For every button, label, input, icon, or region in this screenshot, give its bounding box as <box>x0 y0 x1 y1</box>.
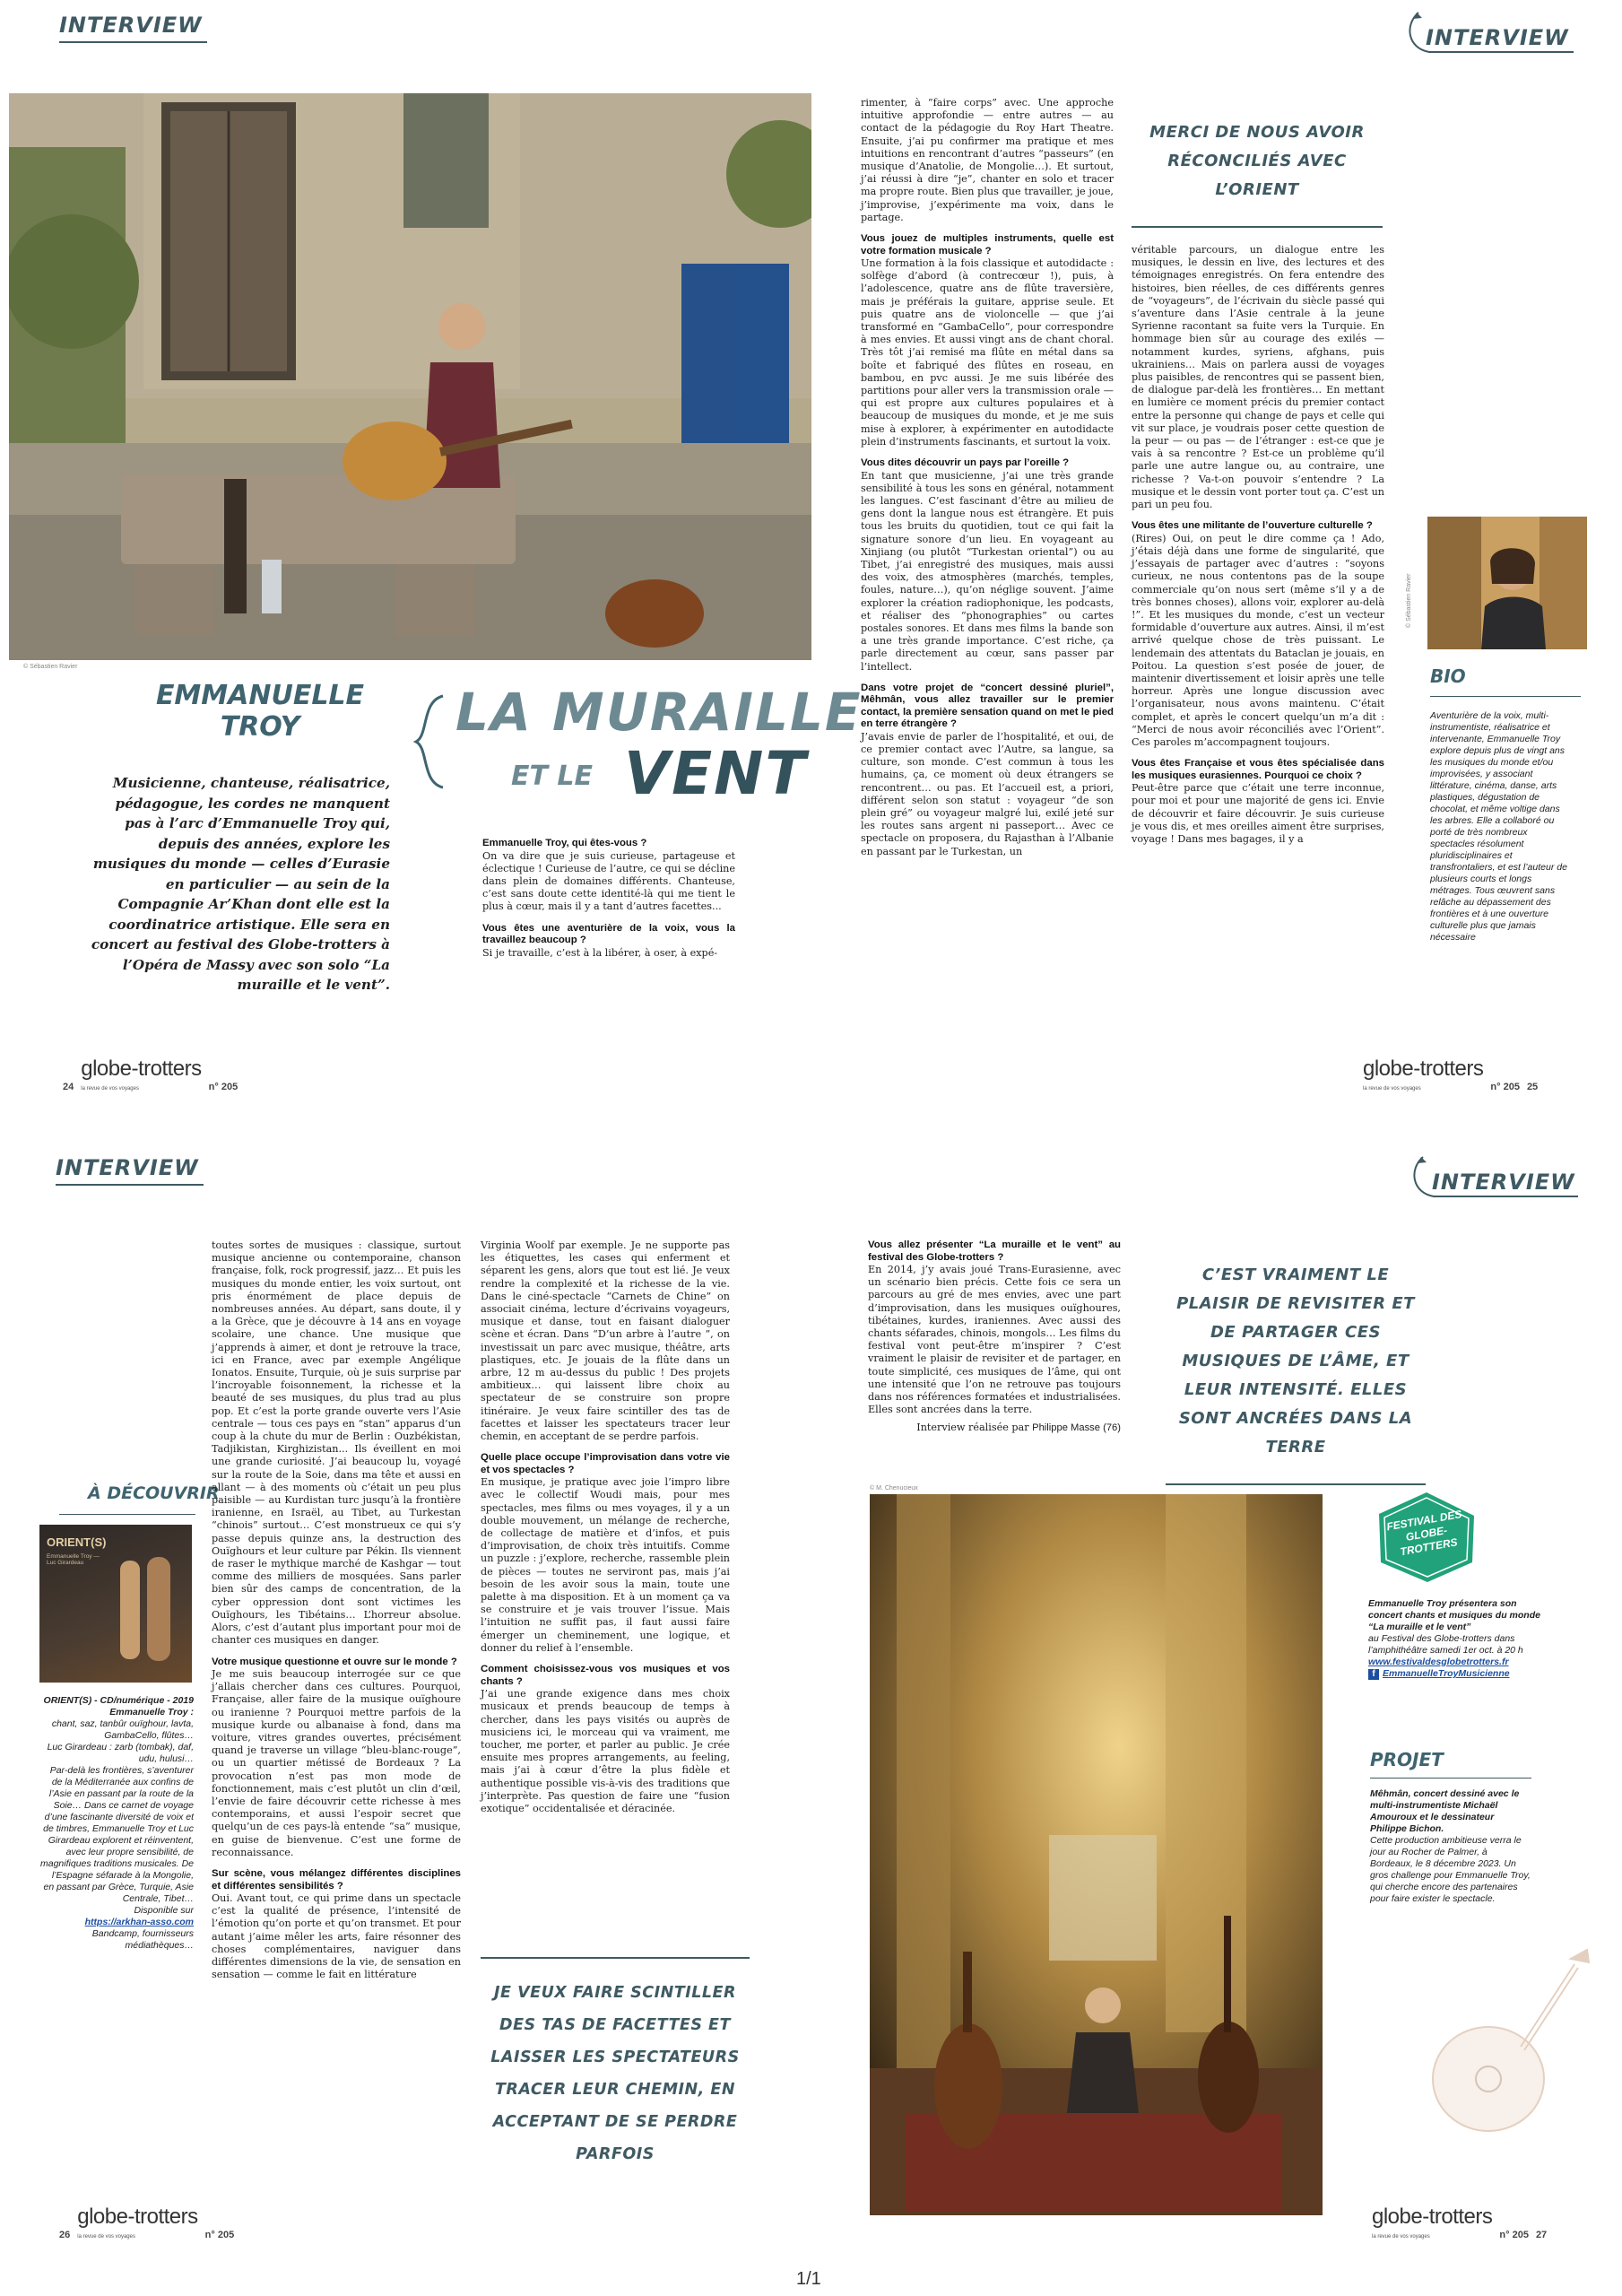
question: Vous êtes une aventurière de la voix, vous la travaillez beaucoup ? <box>482 922 735 946</box>
p27-text-column <box>868 1239 1121 1440</box>
hero-photo-scene <box>9 93 811 660</box>
headline-brace-icon <box>412 692 448 791</box>
facebook-icon: f <box>1368 1669 1379 1680</box>
issue-number: n° 205 <box>204 2230 235 2240</box>
festival-badge-text: FESTIVAL DES GLOBE-TROTTERS <box>1385 1507 1463 1559</box>
page-number: 26 <box>59 2230 71 2240</box>
question: Vous êtes une militante de l’ouverture culturelle ? <box>1132 520 1373 532</box>
headline-line-3: VENT <box>624 739 808 808</box>
question: Sur scène, vous mélangez différentes disciplines et différentes sensibilités ? <box>212 1868 461 1892</box>
pull-quote-orient: MERCI DE NOUS AVOIR RÉCONCILIÉS AVEC L’ORIENT <box>1132 118 1383 228</box>
bio-text: Aventurière de la voix, multi-instrumentiste, réalisatrice et intervenante, Emmanuelle Troy explore depuis plus de vingt ans les musiques du monde et/ou improvisées, y associant littérature, cinéma, danse, arts plastiques, dégustation de chocolat, et même voltige dans les arbres. Elle a collaboré ou porté de très nombreux spectacles résolument pluridisciplinaires et transfrontaliers, et est l’auteur de plusieurs courts et longs métrages. Tous œuvrent sans relâche au dépassement des frontières et à une ouverture culturelle plus que jamais nécessaire <box>1430 710 1567 943</box>
hero-photo <box>9 93 811 660</box>
answer: Oui. Avant tout, ce qui prime dans un spectacle c’est la qualité de présence, l’intensité de l’émotion qu’on porte et qu’on transmet. Et pour autant j’aime mêler les arts, faire résonner des choses complémentaires, naviguer dans différentes dimensions de la vie, de sensation en sensation — comme le fait en littérature <box>212 1892 461 1981</box>
bio-photo-credit: © Sébastien Ravier <box>1406 573 1412 628</box>
brand-tagline: la revue de vos voyages <box>1372 2234 1430 2239</box>
brand-logo: globe-trotters <box>1372 2205 1493 2229</box>
photo-credit: © Sébastien Ravier <box>23 664 78 670</box>
folio-right <box>1363 1057 1538 1092</box>
issue-number: n° 205 <box>208 1082 239 1092</box>
question: Comment choisissez-vous vos musiques et vos chants ? <box>481 1664 730 1687</box>
p25-text-column-2 <box>1132 244 1384 851</box>
projet-title: PROJET <box>1370 1749 1444 1770</box>
interview-tag-right <box>1403 1152 1583 1205</box>
brand-tagline: la revue de vos voyages <box>1363 1086 1421 1091</box>
festival-link[interactable]: www.festivaldesglobetrotters.fr <box>1368 1657 1509 1667</box>
folio-right <box>1372 2205 1547 2240</box>
page-number: 24 <box>63 1082 74 1092</box>
answer: En musique, je pratique avec joie l’impro libre avec le collectif Woudi mais, pour mes spectacles, mes films ou mes voyages, il y a un double mouvement, un mélange de recherche, de collectage de matière et d’infos, et puis d’improvisation, de choix très intuitifs. Comme un puzzle : j’explore, recherche, rassemble plein de pièces — toutes ne serviront pas, mais j’ai besoin de les avoir sous la main, toute une palette à ma disposition. Et à un moment ça va se construire et je vais trouver l’issue. Mais l’intuition ne suffit pas, il faut aussi faire émerger un cheminement, une logique, et donner du relief à l’ensemble. <box>481 1476 730 1654</box>
interview-tag-label: INTERVIEW <box>1426 25 1569 50</box>
answer: En 2014, j’y avais joué Trans-Eurasienne, avec un scénario bien précis. Cette fois ce sera un parcours au gré de mes envies, avec une part d’improvisation, dans les musiques ouïghoures, tibétaines, kurdes, iraniennes. Avec aussi des chants séfarades, chinois, mongols… Les films du festival vont peut-être m’inspirer ? C’est vraiment le plaisir de revisiter et de partager, en toute simplicité, ces musiques de l’âme, qui ont une intensité que l’on ne retrouve pas toujours dans nos références formatées et industrialisées. Elles sont ancrées dans la terre. <box>868 1264 1121 1416</box>
issue-number: n° 205 <box>1490 1082 1520 1092</box>
question: Emmanuelle Troy, qui êtes-vous ? <box>482 838 647 848</box>
top-spread <box>0 0 1622 1096</box>
festival-badge <box>1374 1491 1479 1584</box>
answer: On va dire que je suis curieuse, partageuse et éclectique ! Curieuse de l’autre, ce qui se décline dans plein de domaines différents. Chanteuse, c’est sans doute cette identité-là qui me tient le plus à cœur, mais il y a tant d’autres facettes... <box>482 849 735 913</box>
p24-text-column <box>482 838 735 965</box>
pull-quote-facettes: JE VEUX FAIRE SCINTILLER DES TAS DE FACETTES ET LAISSER LES SPECTATEURS TRACER LEUR CHEMIN, EN ACCEPTANT DE SE PERDRE PARFOIS <box>481 1957 750 2170</box>
page-indicator: 1/1 <box>796 2269 821 2289</box>
pull-quote-terre: C’EST VRAIMENT LE PLAISIR DE REVISITER ET DE PARTAGER CES MUSIQUES DE L’ÂME, ET LEUR INTENSITÉ. ELLES SONT ANCRÉES DANS LA TERRE <box>1166 1261 1426 1485</box>
page-number: 27 <box>1535 2230 1548 2240</box>
concert-photo <box>870 1494 1323 2215</box>
answer: Je me suis beaucoup interrogée sur ce que j’allais chercher dans ces cultures. Pourquoi, Française, aller faire de la musique ouïghoure ou iranienne ? Pourquoi mettre parfois de la musique kurde ou albanaise à fond, dans ma voiture, vitres grandes ouvertes, précisément quand je traverse un village “bleu-blanc-rouge”, ou un quartier métissé de Bordeaux ? La provocation n’est pas mon mode de fonctionnement, mais c’est plutôt un clin d’œil, l’envie de faire découvrir cette richesse à mes contemporains, et aussi l’espoir secret que quelqu’un de ces pays-là entende “sa” musique, en guise de bienvenue. C’est une forme de reconnaissance. <box>212 1668 461 1858</box>
cd-cover-subtitle: Emmanuelle Troy — Luc Girardeau <box>47 1553 100 1566</box>
photo-credit: © M. Chenucieux <box>870 1485 918 1492</box>
answer: rimenter, à “faire corps” avec. Une approche intuitive approfondie — entre autres — au contact de la pédagogie du Roy Hart Theatre. Ensuite, j’ai pu confirmer ma pratique et mes intuitions en rencontrant d’autres “passeurs” (en musique d’Anatolie, de Mongolie…). Et surtout, j’ai réussi à dire “je”, chanter en solo et tracer ma propre route. Bien plus que travailler, je joue, j’improvise, j’expérimente ma voix, dans le partage. <box>861 97 1114 223</box>
interview-tag-left <box>59 13 210 48</box>
interview-tag-right <box>1399 7 1578 61</box>
brand-tagline: la revue de vos voyages <box>77 2234 135 2239</box>
headline-line-1: LA MURAILLE <box>455 682 863 743</box>
brand-tagline: la revue de vos voyages <box>81 1086 139 1091</box>
headline-line-2: ET LE <box>511 761 594 792</box>
question: Dans votre projet de “concert dessiné pluriel”, Mêhmân, vous allez travailler sur le premier contact, la première sensation quand on met le pied en terre étrangère ? <box>861 682 1114 730</box>
question: Vous êtes Française et vous êtes spécialisée dans les musiques eurasiennes. Pourquoi ce choix ? <box>1132 758 1384 781</box>
question: Vous jouez de multiples instruments, quelle est votre formation musicale ? <box>861 233 1114 257</box>
question: Votre musique questionne et ouvre sur le monde ? <box>212 1656 457 1667</box>
discover-title: À DÉCOUVRIR <box>88 1483 220 1503</box>
festival-info: Emmanuelle Troy présentera son concert chants et musiques du monde “La muraille et le vent” au Festival des Globe-trotters dans l’amphithéâtre samedi 1er oct. à 20 h www.festivaldesglobetrotters.fr f EmmanuelleTroyMusicienne <box>1368 1598 1540 1679</box>
answer: (Rires) Oui, on peut le dire comme ça ! Ado, j’étais déjà dans une forme de singularité, que j’essayais de partager avec d’autres : “soyons curieux, ne nous contentons pas de la soupe commerciale qu’on nous sert (même s’il y a de très bonnes choses), allons voir, explorer au-delà !”. Et les musiques du monde, c’est un vecteur formidable d’ouverture aux autres. Ainsi, il m’est arrivé quelque chose de très puissant. Le lendemain des attentats du Bataclan je jouais, en Poitou. La question s’est posée de jouer, de maintenir divertissement et loisir après une telle horreur. Après une longue discussion avec l’organisateur, nous avons maintenu. C’était complet, et après le concert quelqu’un m’a dit : “Merci de nous avoir réconciliés avec l’Orient”. Ces paroles m’accompagnent toujours. <box>1132 532 1384 749</box>
profile-name: EMMANUELLE TROY <box>155 680 365 743</box>
interview-tag-label: INTERVIEW <box>56 1155 199 1180</box>
answer: Une formation à la fois classique et autodidacte : solfège d’abord (à contrecœur !), puis, à l’adolescence, quatre ans de flûte traversière, mais je préférais la guitare, apprise seule. Et puis quatre ans de violoncelle — que j’ai transformé en “GambaCello”, pour correspondre à mes envies. Et aussi vingt ans de chant choral. Très tôt j’ai remisé ma flûte en métal dans sa boîte et fabriqué des flûtes en roseau, en bambou, en pvc aussi. Je me suis libérée des partitions pour aller vers la transmission orale — qui est propre aux cultures populaires et à beaucoup de musiques du monde, et je me suis mise à explorer, à expérimenter en autodidacte plein d’instruments fascinants, et surtout la voix. <box>861 257 1114 448</box>
cd-cover-image <box>39 1525 192 1683</box>
answer: J’avais envie de parler de l’hospitalité, et oui, de ce premier contact avec l’Autre, sa langue, sa culture, son monde. C’est commun à tous les humains, ça, ce moment où deux étrangers se rencontrent… ou pas. Et l’accueil est, a priori, différent selon son statut : voyageur “de son plein gré” ou voyageur malgré lui, exilé jeté sur les routes sans argent ni passeport… Avec ce spectacle on proposera, du Rajasthan à l’Albanie en passant par le Turkestan, un <box>861 730 1114 857</box>
p26-text-column-2 <box>481 1239 730 1821</box>
brand-logo: globe-trotters <box>81 1057 202 1081</box>
bio-photo <box>1427 517 1587 649</box>
p25-text-column-1 <box>861 97 1114 864</box>
cd-cover-title: ORIENT(S) <box>47 1535 107 1549</box>
signoff: Interview réalisée par Philippe Masse (76) <box>916 1422 1121 1434</box>
page-number: 25 <box>1526 1082 1539 1092</box>
headline <box>412 682 863 825</box>
projet-text: Mêhmân, concert dessiné avec le multi-instrumentiste Michaël Amouroux et le dessinateur Philippe Bichon. Cette production ambitieuse verra le jour au Rocher de Palmer, à Bordeaux, le 8 décembre 2023. Un gros challenge pour Emmanuelle Troy, qui cherche encore des partenaires pour faire exister le spectacle. <box>1370 1788 1531 1904</box>
folio-left <box>63 1057 238 1092</box>
answer: véritable parcours, un dialogue entre les musiques, le dessin en live, des lectures et des témoignages enregistrés. On fera entendre des histoires, bien réelles, de ces différents genres de “voyageurs”, de l’écrivain du siècle passé qui s’aventure dans l’Asie centrale à la jeune Syrienne racontant sa fuite vers la Turquie. En hommage bien sûr au courage des exilés — notamment kurdes, syriens, afghans, puis ukrainiens… Mais on parlera aussi de voyages plus paisibles, de rencontres qui se passent bien, de dialogue par-delà les frontières… En mettant en lumière ce moment précis du premier contact entre la personne qui change de pays et celle qui vit sur place, je voudrais poser cette question de la peur — ou pas — de l’étranger : est-ce que je vais à sa rencontre ? Est-ce un problème qu’il parle une autre langue ou, au contraire, une richesse ? Va-t-on pouvoir s’entendre ? La musique et le dessin vont porter tout ça. C’est un pari un peu fou. <box>1132 244 1384 511</box>
folio-left <box>59 2205 234 2240</box>
answer: J’ai une grande exigence dans mes choix musicaux et prends beaucoup de temps à chercher, dans les pays visités ou auprès de musiciens ici, le morceau qui va vraiment, me toucher, me porter, et parler au public. Je crée ensuite mes propres arrangements, au feeling, mais j’ai à cœur d’être la plus fidèle et authentique possible vis-à-vis des traditions que j’interprète. Pas question de faire une “fusion exotique” occidentalisée et déracinée. <box>481 1688 730 1814</box>
interview-tag-label: INTERVIEW <box>59 13 203 38</box>
answer: Peut-être parce que c’était une terre inconnue, pour moi et pour une majorité de gens ici. Envie de découvrir et faire découvrir. Je suis curieuse je vous dis, et mes oreilles aiment être surprises, voyage ! Dans mes bagages, il y a <box>1132 782 1384 846</box>
question: Quelle place occupe l’improvisation dans votre vie et vos spectacles ? <box>481 1452 730 1475</box>
brand-logo: globe-trotters <box>1363 1057 1484 1081</box>
interview-tag-label: INTERVIEW <box>1432 1170 1575 1195</box>
standfirst: Musicienne, chanteuse, réalisatrice, pédagogue, les cordes ne manquent pas à l’arc d’Emmanuelle Troy qui, depuis des années, explore les musiques du monde — celles d’Eurasie en particulier — au sein de la Compagnie Ar’Khan dont elle est la coordinatrice artistique. Elle sera en concert au festival des Globe-trotters à l’Opéra de Massy avec son solo “La muraille et le vent”. <box>91 775 390 993</box>
question: Vous allez présenter “La muraille et le vent” au festival des Globe-trotters ? <box>868 1239 1121 1263</box>
discover-text: ORIENT(S) - CD/numérique - 2019 Emmanuelle Troy : chant, saz, tanbûr ouïghour, lavta, GambaCello, flûtes… Luc Girardeau : zarb (tombak), daf, udu, hulusi… Par-delà les frontières, s’aventurer de la Méditerranée aux confins de l’Asie en passant par la route de la Soie… Dans ce carnet de voyage d’une fascinante diversité de voix et de timbres, Emmanuelle Troy et Luc Girardeau explorent et réinventent, avec leur propre sensibilité, de magnifiques traditions musicales. De l’Espagne séfarade à la Mongolie, en passant par Grèce, Turquie, Asie Centrale, Tibet… Disponible sur https://arkhan-asso.com Bandcamp, fournisseurs médiathèques… <box>40 1695 194 1951</box>
answer: Si je travaille, c’est à la libérer, à oser, à expé- <box>482 946 718 959</box>
answer: Virginia Woolf par exemple. Je ne supporte pas les étiquettes, les cases qui enferment et séparent les gens, alors que tout est lié. Je veux rendre la complexité et la richesse de la vie. Dans le ciné-spectacle “Carnets de Chine” on associait cinéma, lecture d’écrivains voyageurs, musique et danse, tout en faisant dialoguer scène et écran. Dans “D’un arbre à l’autre ”, on investissait un parc avec musique, théâtre, arts plastiques, etc. Je jouais de la flûte dans un arbre, 12 m au-dessus du public ! Des projets ambitieux… qui laissent libre choix au spectateur de se construire son propre itinéraire. Je veux faire scintiller des tas de facettes et laisser les spectateurs tracer leur chemin, en acceptant de se perdre parfois. <box>481 1239 730 1443</box>
question: Vous dites découvrir un pays par l’oreille ? <box>861 457 1070 469</box>
p26-text-column-1 <box>212 1239 461 1987</box>
facebook-link[interactable]: EmmanuelleTroyMusicienne <box>1383 1668 1510 1679</box>
bio-title: BIO <box>1430 665 1466 687</box>
brand-logo: globe-trotters <box>77 2205 198 2229</box>
answer: toutes sortes de musiques : classique, surtout musique ancienne ou contemporaine, chanson française, folk, rock progressif, jazz… Et puis les musiques du monde entier, les voix surtout, ont pris énormément de place depuis de nombreuses années. Au départ, sans doute, il y a la Grèce, que je découvre à 14 ans en voyage scolaire, une chance. Une musique que j’apprends à aimer, et dont je retrouve la trace, ici en France, avec par exemple Angélique Ionatos. Ensuite, Turquie, où je suis surprise par l’incroyable foisonnement, la richesse et la beauté de ses musiques, du plus trad au plus pop. Et c’est la porte grande ouverte vers l’Asie centrale — tous ces pays en “stan” apparus d’un coup à la chute du mur de Berlin : Ouzbékistan, Tadjikistan, Kirghizistan... Ils éveillent en moi une grande curiosité. J’ai beaucoup lu, voyagé sur la route de la Soie, dans ma tête et aussi en allant — à des moments où c’était un peu plus paisible — au Kurdistan turc jusqu’à la frontière iranienne, en Israël, au Tibet, au Turkestan “chinois” surtout… C’est monstrueux ce qui s’y passe depuis quinze ans, la destruction des Ouïghours et leur culture par Pékin. Ils viennent de raser le mythique marché de Kashgar — tout comme des milliers de mosquées. Sans parler bien sûr des camps de concentration, de la cyber oppression dont sont victimes les Ouïghours, les Tibétains… L’horreur absolue. Alors, c’est d’autant plus important pour moi de chanter ces musiques en danger. <box>212 1239 461 1647</box>
arkhan-link[interactable]: https://arkhan-asso.com <box>84 1917 194 1927</box>
answer: En tant que musicienne, j’ai une très grande sensibilité à tous les sons en général, notamment les langues. C’est fascinant d’être au milieu de gens dont la langue nous est étrangère. Et puis tous les bruits du quotidien, tout ce qui fait la signature sonore d’un lieu. En voyageant au Xinjiang (ou plutôt “Turkestan oriental”) ou au Tibet, j’ai enregistré des musiques, mais aussi des voix, des atmosphères (marchés, temples, foules, nature…), qu’on néglige souvent. J’aime explorer la création radiophonique, les podcasts, et réaliser des “phonographies” ou cartes postales sonores. Et dans mes films la bande son a une très grande importance. C’est riche, ça parle directement au cœur, sans passer par l’intellect. <box>861 469 1114 673</box>
interview-tag-left <box>56 1155 208 1191</box>
oud-icon <box>1424 1946 1594 2144</box>
issue-number: n° 205 <box>1499 2230 1529 2240</box>
bottom-spread <box>0 1139 1622 2260</box>
